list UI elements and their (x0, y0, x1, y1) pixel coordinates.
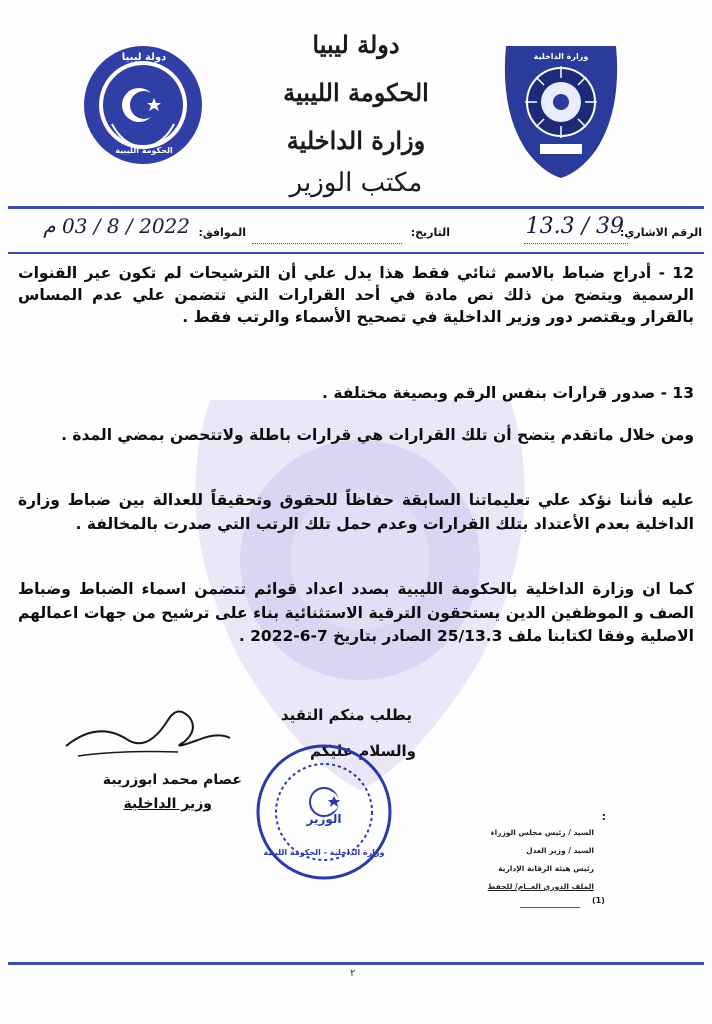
state-name: دولة ليبيا (312, 30, 400, 59)
ref-number-dots (524, 242, 628, 244)
copy-counter: (1) (592, 896, 605, 905)
corresponding-value: 2022 / 8 / 03 م (43, 214, 190, 238)
ref-number-value: 39 / 13.3 (525, 214, 624, 239)
signatory-title: وزير الداخلية (123, 796, 212, 812)
reference-row (0, 212, 712, 252)
date-label: التاريخ: (410, 226, 450, 239)
page-mark: ٢ (350, 968, 356, 979)
right-emblem-text: وزارة الداخلية (533, 52, 589, 61)
item-13-number: 13 (672, 384, 694, 402)
ministry-interior-badge (500, 40, 622, 180)
copy-line-3: رئيس هيئة الرقابة الإدارية (498, 864, 594, 873)
footer-divider (8, 962, 704, 965)
stamp-ring-text: وزارة الداخلية - الحكومة الليبية (263, 848, 385, 857)
item-12 (18, 262, 694, 328)
paragraph-conclusion: ومن خلال ماتقدم يتضح أن تلك القرارات هي قرارات باطلة ولاتتحصن بمضي المدة . (61, 426, 694, 444)
ref-number-label: الرقم الاشاري: (619, 226, 702, 239)
item-12-text: - أدراج ضباط بالاسم ثنائي فقط هذا يدل علي أن الترشيحات لم تكون عير القنوات الرسمية ويتضح من ذلك نص مادة في أحد القرارات التي تتضمن علي عدم المساس بالقرار ويقتصر دور وزير الداخلية في تصحيح الأسماء والرتب فقط . (18, 264, 694, 326)
signatory-name: عصام محمد ابوزريبة (102, 772, 242, 788)
item-12-number: 12 (672, 264, 694, 282)
copy-line-1: السيد / رئيس مجلس الوزراء (490, 828, 594, 837)
header-divider (8, 206, 704, 209)
reference-divider (8, 252, 704, 254)
date-dots (252, 242, 402, 244)
signature (58, 690, 238, 770)
closing-request: يطلب منكم التقيد (280, 706, 412, 724)
paragraph-promotion-lists: كما ان وزارة الداخلية بالحكومة الليبية بصدد اعداد قوائم تتضمن اسماء الضباط وضباط الصف و الموظفين الدين يستحقون الترقية الاستثنائية بناء على ترشيح من جهات اعمالهم الاصلية وفقا لكتابنا ملف 25/13.3 الصادر بتاريخ 7-6-2022 . (18, 580, 694, 645)
copy-counter-dots (520, 906, 580, 908)
corresponding-label: الموافق: (198, 226, 246, 239)
left-emblem-bottom-text: الحكومة الليبية (115, 146, 173, 155)
government-name: الحكومة الليبية (283, 78, 429, 107)
closing-salutation: والسلام عليكم (310, 742, 416, 760)
copy-line-2: السيد / وزير العدل (526, 846, 594, 855)
paragraph-instruction: عليه فأننا نؤكد علي تعليماتنا السابقة حفاظاً للحقوق وتحقيقاً للعدالة بين ضباط وزارة الداخلية بعدم الأعتداد بتلك القرارات وعدم حمل تلك الرتب التي صدرت بالمخالفة . (18, 491, 694, 533)
item-13-text: - صدور قرارات بنفس الرقم وبصيغة مختلفة . (322, 384, 668, 402)
copies-colon: : (601, 810, 606, 823)
office-name: مكتب الوزير (289, 168, 423, 198)
ministry-name: وزارة الداخلية (286, 126, 426, 155)
stamp-title: الوزير (306, 812, 342, 826)
item-13 (18, 382, 694, 404)
copy-line-4: الملف الدوري العــام/ للحفظ (487, 882, 594, 891)
left-emblem-top-text: دولة ليبيا (121, 52, 167, 63)
